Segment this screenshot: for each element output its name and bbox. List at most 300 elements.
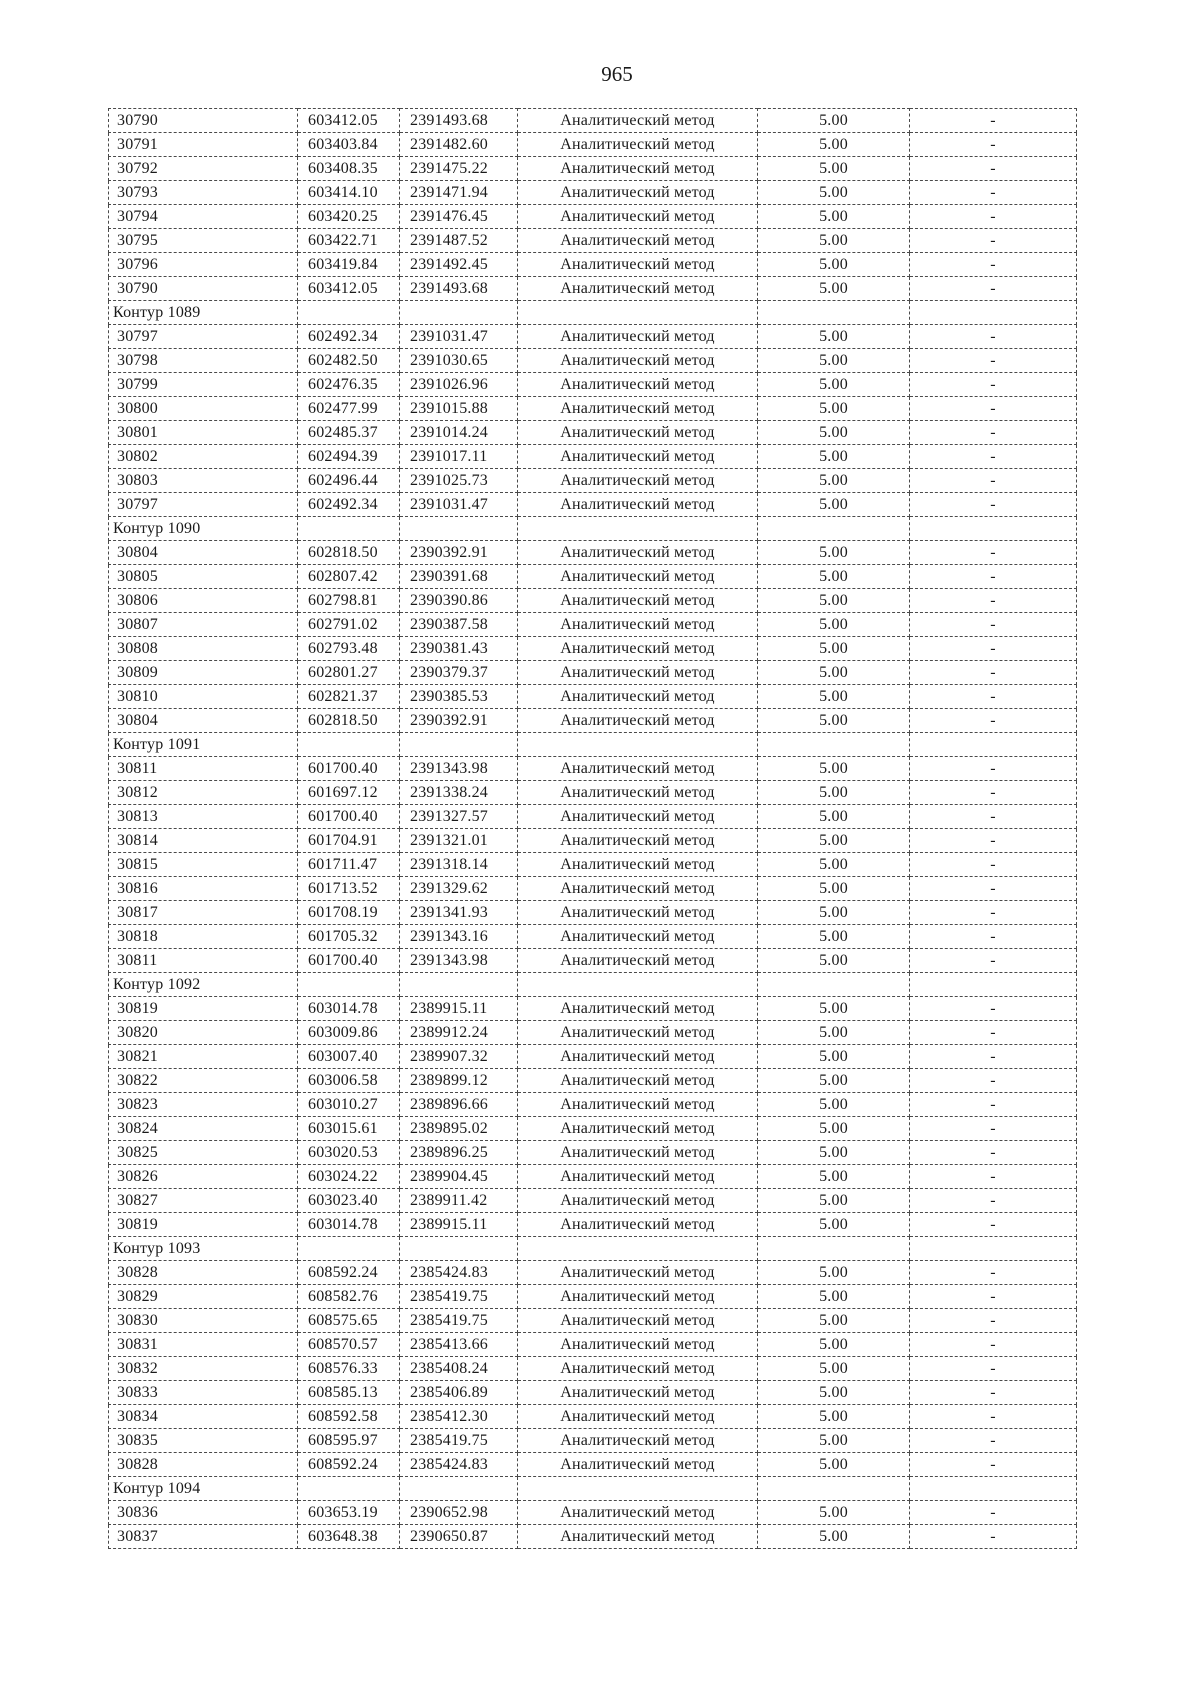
tolerance-cell: 5.00 <box>758 853 910 877</box>
method-cell: Аналитический метод <box>518 445 758 469</box>
method-cell: Аналитический метод <box>518 1357 758 1381</box>
x-coordinate-cell: 602801.27 <box>298 661 400 685</box>
method-cell: Аналитический метод <box>518 349 758 373</box>
point-id-cell: 30813 <box>109 805 298 829</box>
table-row <box>109 469 1077 493</box>
y-coordinate-cell: 2389899.12 <box>400 1069 518 1093</box>
tolerance-cell: 5.00 <box>758 253 910 277</box>
page-number: 965 <box>601 62 633 86</box>
point-id-cell: 30821 <box>109 1045 298 1069</box>
empty-cell <box>518 973 758 997</box>
empty-cell <box>758 973 910 997</box>
tolerance-cell: 5.00 <box>758 1357 910 1381</box>
tolerance-cell: 5.00 <box>758 1165 910 1189</box>
y-coordinate-cell: 2391492.45 <box>400 253 518 277</box>
y-coordinate-cell: 2391015.88 <box>400 397 518 421</box>
y-coordinate-cell: 2385419.75 <box>400 1285 518 1309</box>
table-row <box>109 373 1077 397</box>
note-cell: - <box>910 1357 1077 1381</box>
y-coordinate-cell: 2391343.16 <box>400 925 518 949</box>
point-id-cell: 30826 <box>109 1165 298 1189</box>
point-id-cell: 30837 <box>109 1525 298 1549</box>
table-row <box>109 661 1077 685</box>
note-cell: - <box>910 373 1077 397</box>
method-cell: Аналитический метод <box>518 1501 758 1525</box>
point-id-cell: 30797 <box>109 325 298 349</box>
note-cell: - <box>910 1117 1077 1141</box>
note-cell: - <box>910 997 1077 1021</box>
method-cell: Аналитический метод <box>518 565 758 589</box>
empty-cell <box>758 1237 910 1261</box>
method-cell: Аналитический метод <box>518 277 758 301</box>
tolerance-cell: 5.00 <box>758 1213 910 1237</box>
table-row <box>109 853 1077 877</box>
note-cell: - <box>910 1309 1077 1333</box>
table-row <box>109 757 1077 781</box>
y-coordinate-cell: 2391031.47 <box>400 493 518 517</box>
x-coordinate-cell: 601713.52 <box>298 877 400 901</box>
empty-cell <box>758 517 910 541</box>
method-cell: Аналитический метод <box>518 805 758 829</box>
method-cell: Аналитический метод <box>518 157 758 181</box>
point-id-cell: 30829 <box>109 1285 298 1309</box>
point-id-cell: 30830 <box>109 1309 298 1333</box>
y-coordinate-cell: 2389912.24 <box>400 1021 518 1045</box>
x-coordinate-cell: 602476.35 <box>298 373 400 397</box>
x-coordinate-cell: 603412.05 <box>298 109 400 133</box>
method-cell: Аналитический метод <box>518 853 758 877</box>
empty-cell <box>298 973 400 997</box>
tolerance-cell: 5.00 <box>758 109 910 133</box>
table-row <box>109 589 1077 613</box>
note-cell: - <box>910 1213 1077 1237</box>
empty-cell <box>518 1477 758 1501</box>
note-cell: - <box>910 1405 1077 1429</box>
method-cell: Аналитический метод <box>518 685 758 709</box>
y-coordinate-cell: 2391017.11 <box>400 445 518 469</box>
note-cell: - <box>910 181 1077 205</box>
x-coordinate-cell: 603420.25 <box>298 205 400 229</box>
coordinates-table <box>108 108 1077 1549</box>
empty-cell <box>298 517 400 541</box>
table-row <box>109 277 1077 301</box>
y-coordinate-cell: 2390390.86 <box>400 589 518 613</box>
x-coordinate-cell: 603648.38 <box>298 1525 400 1549</box>
method-cell: Аналитический метод <box>518 709 758 733</box>
point-id-cell: 30815 <box>109 853 298 877</box>
y-coordinate-cell: 2391329.62 <box>400 877 518 901</box>
method-cell: Аналитический метод <box>518 493 758 517</box>
x-coordinate-cell: 602482.50 <box>298 349 400 373</box>
x-coordinate-cell: 602492.34 <box>298 325 400 349</box>
note-cell: - <box>910 1165 1077 1189</box>
tolerance-cell: 5.00 <box>758 1117 910 1141</box>
contour-header-row <box>109 973 1077 997</box>
contour-header-row <box>109 733 1077 757</box>
table-row <box>109 1525 1077 1549</box>
x-coordinate-cell: 602485.37 <box>298 421 400 445</box>
table-row <box>109 1045 1077 1069</box>
method-cell: Аналитический метод <box>518 637 758 661</box>
note-cell: - <box>910 901 1077 925</box>
x-coordinate-cell: 603024.22 <box>298 1165 400 1189</box>
y-coordinate-cell: 2385424.83 <box>400 1453 518 1477</box>
point-id-cell: 30828 <box>109 1261 298 1285</box>
y-coordinate-cell: 2391482.60 <box>400 133 518 157</box>
method-cell: Аналитический метод <box>518 1405 758 1429</box>
x-coordinate-cell: 603419.84 <box>298 253 400 277</box>
table-row <box>109 205 1077 229</box>
x-coordinate-cell: 602793.48 <box>298 637 400 661</box>
point-id-cell: 30823 <box>109 1093 298 1117</box>
x-coordinate-cell: 603007.40 <box>298 1045 400 1069</box>
point-id-cell: 30790 <box>109 277 298 301</box>
method-cell: Аналитический метод <box>518 229 758 253</box>
empty-cell <box>400 1477 518 1501</box>
note-cell: - <box>910 589 1077 613</box>
method-cell: Аналитический метод <box>518 1045 758 1069</box>
table-row <box>109 1021 1077 1045</box>
tolerance-cell: 5.00 <box>758 709 910 733</box>
point-id-cell: 30834 <box>109 1405 298 1429</box>
x-coordinate-cell: 603414.10 <box>298 181 400 205</box>
tolerance-cell: 5.00 <box>758 1093 910 1117</box>
x-coordinate-cell: 608570.57 <box>298 1333 400 1357</box>
note-cell: - <box>910 493 1077 517</box>
note-cell: - <box>910 349 1077 373</box>
tolerance-cell: 5.00 <box>758 829 910 853</box>
tolerance-cell: 5.00 <box>758 469 910 493</box>
table-row <box>109 685 1077 709</box>
note-cell: - <box>910 925 1077 949</box>
x-coordinate-cell: 601700.40 <box>298 949 400 973</box>
empty-cell <box>518 301 758 325</box>
tolerance-cell: 5.00 <box>758 1045 910 1069</box>
point-id-cell: 30819 <box>109 1213 298 1237</box>
point-id-cell: 30799 <box>109 373 298 397</box>
note-cell: - <box>910 709 1077 733</box>
table-row <box>109 1189 1077 1213</box>
tolerance-cell: 5.00 <box>758 541 910 565</box>
method-cell: Аналитический метод <box>518 1333 758 1357</box>
y-coordinate-cell: 2390379.37 <box>400 661 518 685</box>
method-cell: Аналитический метод <box>518 1525 758 1549</box>
note-cell: - <box>910 1045 1077 1069</box>
y-coordinate-cell: 2389907.32 <box>400 1045 518 1069</box>
method-cell: Аналитический метод <box>518 997 758 1021</box>
x-coordinate-cell: 602477.99 <box>298 397 400 421</box>
x-coordinate-cell: 601705.32 <box>298 925 400 949</box>
table-row <box>109 1069 1077 1093</box>
y-coordinate-cell: 2390652.98 <box>400 1501 518 1525</box>
tolerance-cell: 5.00 <box>758 445 910 469</box>
table-row <box>109 1117 1077 1141</box>
empty-cell <box>298 733 400 757</box>
table-row <box>109 253 1077 277</box>
empty-cell <box>518 1237 758 1261</box>
method-cell: Аналитический метод <box>518 949 758 973</box>
method-cell: Аналитический метод <box>518 181 758 205</box>
note-cell: - <box>910 757 1077 781</box>
y-coordinate-cell: 2391475.22 <box>400 157 518 181</box>
y-coordinate-cell: 2389896.66 <box>400 1093 518 1117</box>
y-coordinate-cell: 2391493.68 <box>400 109 518 133</box>
x-coordinate-cell: 601711.47 <box>298 853 400 877</box>
point-id-cell: 30795 <box>109 229 298 253</box>
x-coordinate-cell: 602818.50 <box>298 709 400 733</box>
x-coordinate-cell: 608595.97 <box>298 1429 400 1453</box>
x-coordinate-cell: 603009.86 <box>298 1021 400 1045</box>
x-coordinate-cell: 602818.50 <box>298 541 400 565</box>
y-coordinate-cell: 2390387.58 <box>400 613 518 637</box>
note-cell: - <box>910 685 1077 709</box>
note-cell: - <box>910 877 1077 901</box>
point-id-cell: 30796 <box>109 253 298 277</box>
point-id-cell: 30833 <box>109 1381 298 1405</box>
method-cell: Аналитический метод <box>518 253 758 277</box>
x-coordinate-cell: 603014.78 <box>298 1213 400 1237</box>
x-coordinate-cell: 601697.12 <box>298 781 400 805</box>
tolerance-cell: 5.00 <box>758 997 910 1021</box>
method-cell: Аналитический метод <box>518 1189 758 1213</box>
point-id-cell: 30809 <box>109 661 298 685</box>
x-coordinate-cell: 608575.65 <box>298 1309 400 1333</box>
x-coordinate-cell: 601700.40 <box>298 805 400 829</box>
tolerance-cell: 5.00 <box>758 901 910 925</box>
method-cell: Аналитический метод <box>518 925 758 949</box>
y-coordinate-cell: 2385408.24 <box>400 1357 518 1381</box>
note-cell: - <box>910 133 1077 157</box>
contour-label: Контур 1092 <box>109 973 298 997</box>
tolerance-cell: 5.00 <box>758 1261 910 1285</box>
point-id-cell: 30797 <box>109 493 298 517</box>
note-cell: - <box>910 157 1077 181</box>
point-id-cell: 30828 <box>109 1453 298 1477</box>
note-cell: - <box>910 397 1077 421</box>
method-cell: Аналитический метод <box>518 205 758 229</box>
y-coordinate-cell: 2391343.98 <box>400 949 518 973</box>
contour-header-row <box>109 301 1077 325</box>
table-row <box>109 1285 1077 1309</box>
note-cell: - <box>910 277 1077 301</box>
table-row <box>109 1165 1077 1189</box>
x-coordinate-cell: 603006.58 <box>298 1069 400 1093</box>
note-cell: - <box>910 1093 1077 1117</box>
x-coordinate-cell: 603653.19 <box>298 1501 400 1525</box>
y-coordinate-cell: 2385419.75 <box>400 1309 518 1333</box>
table-row <box>109 613 1077 637</box>
point-id-cell: 30805 <box>109 565 298 589</box>
x-coordinate-cell: 603023.40 <box>298 1189 400 1213</box>
tolerance-cell: 5.00 <box>758 349 910 373</box>
point-id-cell: 30836 <box>109 1501 298 1525</box>
table-row <box>109 493 1077 517</box>
empty-cell <box>910 1237 1077 1261</box>
point-id-cell: 30819 <box>109 997 298 1021</box>
x-coordinate-cell: 608576.33 <box>298 1357 400 1381</box>
y-coordinate-cell: 2391025.73 <box>400 469 518 493</box>
contour-label: Контур 1090 <box>109 517 298 541</box>
note-cell: - <box>910 253 1077 277</box>
y-coordinate-cell: 2390392.91 <box>400 541 518 565</box>
method-cell: Аналитический метод <box>518 541 758 565</box>
method-cell: Аналитический метод <box>518 421 758 445</box>
point-id-cell: 30811 <box>109 949 298 973</box>
method-cell: Аналитический метод <box>518 1117 758 1141</box>
contour-label: Контур 1093 <box>109 1237 298 1261</box>
y-coordinate-cell: 2391493.68 <box>400 277 518 301</box>
tolerance-cell: 5.00 <box>758 133 910 157</box>
y-coordinate-cell: 2391014.24 <box>400 421 518 445</box>
tolerance-cell: 5.00 <box>758 877 910 901</box>
table-row <box>109 877 1077 901</box>
empty-cell <box>758 733 910 757</box>
note-cell: - <box>910 1261 1077 1285</box>
table-row <box>109 1213 1077 1237</box>
method-cell: Аналитический метод <box>518 397 758 421</box>
note-cell: - <box>910 949 1077 973</box>
note-cell: - <box>910 541 1077 565</box>
note-cell: - <box>910 109 1077 133</box>
method-cell: Аналитический метод <box>518 1261 758 1285</box>
y-coordinate-cell: 2390385.53 <box>400 685 518 709</box>
tolerance-cell: 5.00 <box>758 1189 910 1213</box>
method-cell: Аналитический метод <box>518 1069 758 1093</box>
method-cell: Аналитический метод <box>518 1141 758 1165</box>
y-coordinate-cell: 2385413.66 <box>400 1333 518 1357</box>
point-id-cell: 30793 <box>109 181 298 205</box>
empty-cell <box>518 517 758 541</box>
note-cell: - <box>910 1333 1077 1357</box>
note-cell: - <box>910 1453 1077 1477</box>
point-id-cell: 30804 <box>109 709 298 733</box>
contour-header-row <box>109 1237 1077 1261</box>
note-cell: - <box>910 1069 1077 1093</box>
x-coordinate-cell: 603412.05 <box>298 277 400 301</box>
empty-cell <box>298 1477 400 1501</box>
point-id-cell: 30803 <box>109 469 298 493</box>
x-coordinate-cell: 608592.24 <box>298 1261 400 1285</box>
note-cell: - <box>910 469 1077 493</box>
point-id-cell: 30835 <box>109 1429 298 1453</box>
x-coordinate-cell: 602798.81 <box>298 589 400 613</box>
method-cell: Аналитический метод <box>518 109 758 133</box>
y-coordinate-cell: 2391341.93 <box>400 901 518 925</box>
tolerance-cell: 5.00 <box>758 181 910 205</box>
y-coordinate-cell: 2391327.57 <box>400 805 518 829</box>
method-cell: Аналитический метод <box>518 757 758 781</box>
point-id-cell: 30800 <box>109 397 298 421</box>
tolerance-cell: 5.00 <box>758 925 910 949</box>
y-coordinate-cell: 2391476.45 <box>400 205 518 229</box>
y-coordinate-cell: 2389915.11 <box>400 1213 518 1237</box>
empty-cell <box>910 973 1077 997</box>
tolerance-cell: 5.00 <box>758 589 910 613</box>
tolerance-cell: 5.00 <box>758 685 910 709</box>
table-row <box>109 1501 1077 1525</box>
tolerance-cell: 5.00 <box>758 1453 910 1477</box>
method-cell: Аналитический метод <box>518 1285 758 1309</box>
empty-cell <box>400 517 518 541</box>
table-row <box>109 829 1077 853</box>
x-coordinate-cell: 608582.76 <box>298 1285 400 1309</box>
note-cell: - <box>910 829 1077 853</box>
note-cell: - <box>910 325 1077 349</box>
x-coordinate-cell: 602494.39 <box>298 445 400 469</box>
point-id-cell: 30804 <box>109 541 298 565</box>
contour-header-row <box>109 1477 1077 1501</box>
table-row <box>109 709 1077 733</box>
method-cell: Аналитический метод <box>518 1453 758 1477</box>
point-id-cell: 30832 <box>109 1357 298 1381</box>
y-coordinate-cell: 2385406.89 <box>400 1381 518 1405</box>
y-coordinate-cell: 2385419.75 <box>400 1429 518 1453</box>
note-cell: - <box>910 565 1077 589</box>
y-coordinate-cell: 2389911.42 <box>400 1189 518 1213</box>
tolerance-cell: 5.00 <box>758 157 910 181</box>
x-coordinate-cell: 608592.58 <box>298 1405 400 1429</box>
x-coordinate-cell: 602496.44 <box>298 469 400 493</box>
note-cell: - <box>910 1525 1077 1549</box>
y-coordinate-cell: 2390391.68 <box>400 565 518 589</box>
tolerance-cell: 5.00 <box>758 229 910 253</box>
tolerance-cell: 5.00 <box>758 421 910 445</box>
method-cell: Аналитический метод <box>518 613 758 637</box>
x-coordinate-cell: 603010.27 <box>298 1093 400 1117</box>
empty-cell <box>910 1477 1077 1501</box>
table-row <box>109 1429 1077 1453</box>
empty-cell <box>400 733 518 757</box>
point-id-cell: 30827 <box>109 1189 298 1213</box>
y-coordinate-cell: 2389896.25 <box>400 1141 518 1165</box>
x-coordinate-cell: 608592.24 <box>298 1453 400 1477</box>
x-coordinate-cell: 603422.71 <box>298 229 400 253</box>
table-row <box>109 157 1077 181</box>
contour-label: Контур 1091 <box>109 733 298 757</box>
table-row <box>109 397 1077 421</box>
tolerance-cell: 5.00 <box>758 1333 910 1357</box>
coordinates-table-body <box>109 109 1077 1549</box>
point-id-cell: 30811 <box>109 757 298 781</box>
method-cell: Аналитический метод <box>518 1429 758 1453</box>
note-cell: - <box>910 1141 1077 1165</box>
note-cell: - <box>910 229 1077 253</box>
table-row <box>109 541 1077 565</box>
tolerance-cell: 5.00 <box>758 1381 910 1405</box>
tolerance-cell: 5.00 <box>758 1021 910 1045</box>
tolerance-cell: 5.00 <box>758 325 910 349</box>
note-cell: - <box>910 421 1077 445</box>
tolerance-cell: 5.00 <box>758 637 910 661</box>
table-row <box>109 1093 1077 1117</box>
tolerance-cell: 5.00 <box>758 757 910 781</box>
y-coordinate-cell: 2391321.01 <box>400 829 518 853</box>
tolerance-cell: 5.00 <box>758 277 910 301</box>
point-id-cell: 30814 <box>109 829 298 853</box>
table-row <box>109 1261 1077 1285</box>
contour-label: Контур 1094 <box>109 1477 298 1501</box>
contour-header-row <box>109 517 1077 541</box>
tolerance-cell: 5.00 <box>758 565 910 589</box>
note-cell: - <box>910 445 1077 469</box>
note-cell: - <box>910 805 1077 829</box>
note-cell: - <box>910 661 1077 685</box>
empty-cell <box>518 733 758 757</box>
x-coordinate-cell: 603403.84 <box>298 133 400 157</box>
point-id-cell: 30807 <box>109 613 298 637</box>
x-coordinate-cell: 602807.42 <box>298 565 400 589</box>
note-cell: - <box>910 781 1077 805</box>
